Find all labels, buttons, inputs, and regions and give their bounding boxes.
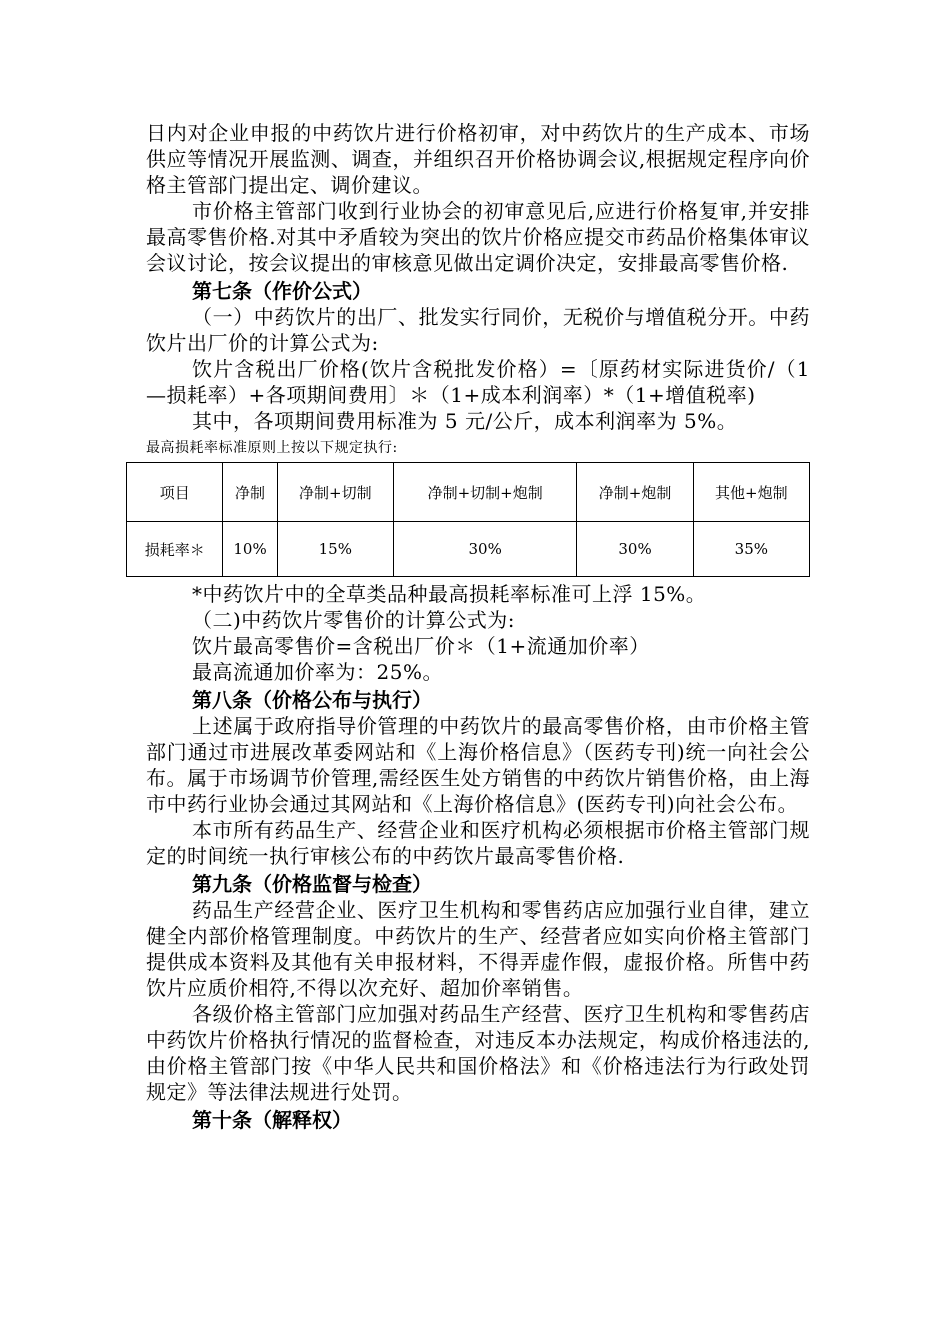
document-body	[146, 120, 810, 1133]
table-cell: 15%	[277, 522, 393, 577]
table-cell: 30%	[577, 522, 693, 577]
table-header-cell: 净制+切制	[277, 463, 393, 522]
table-header-row	[127, 463, 810, 522]
article-7-heading: 第七条（作价公式）	[192, 279, 372, 303]
table-header-cell: 净制+切制+炮制	[393, 463, 577, 522]
loss-rate-table	[126, 462, 810, 577]
paragraph-11: 上述属于政府指导价管理的中药饮片的最高零售价格，由市价格主管部门通过市进展改革委网站和《上海价格信息》（医药专刊)统一向社会公布。属于市场调节价管理,需经医生处方销售的中药饮片销售价格，由上海市中药行业协会通过其网站和《上海价格信息》(医药专刊)向社会公布。	[146, 714, 810, 816]
table-header-cell: 净制+炮制	[577, 463, 693, 522]
paragraph-8: （二)中药饮片零售价的计算公式为:	[192, 608, 516, 632]
paragraph-13: 药品生产经营企业、医疗卫生机构和零售药店应加强行业自律，建立健全内部价格管理制度。中药饮片的生产、经营者应如实向价格主管部门提供成本资料及其他有关申报材料，不得弄虚作假，虚报价格。所售中药饮片应质价相符,不得以次充好、超加价率销售。	[146, 898, 810, 1000]
formula-retail: 饮片最高零售价=含税出厂价＊（1+流通加价率）	[192, 634, 650, 658]
table-cell: 10%	[223, 522, 277, 577]
paragraph-2: 市价格主管部门收到行业协会的初审意见后,应进行价格复审,并安排最高零售价格.对其中矛盾较为突出的饮片价格应提交市药品价格集体审议会议讨论，按会议提出的审核意见做出定调价决定，安排最高零售价格.	[146, 199, 810, 275]
table-cell: 损耗率＊	[127, 522, 223, 577]
table-header-cell: 项目	[127, 463, 223, 522]
paragraph-10: 最高流通加价率为：25%。	[192, 660, 443, 684]
article-9-heading: 第九条（价格监督与检查）	[192, 872, 432, 896]
article-8-heading: 第八条（价格公布与执行）	[192, 688, 432, 712]
paragraph-12: 本市所有药品生产、经营企业和医疗机构必须根据市价格主管部门规定的时间统一执行审核公布的中药饮片最高零售价格.	[146, 818, 810, 868]
paragraph-3: （一）中药饮片的出厂、批发实行同价，无税价与增值税分开。中药饮片出厂价的计算公式为:	[146, 305, 810, 355]
table-header-cell: 净制	[223, 463, 277, 522]
article-10-heading: 第十条（解释权）	[192, 1108, 352, 1132]
paragraph-7: *中药饮片中的全草类品种最高损耗率标准可上浮 15%。	[192, 582, 707, 606]
loss-rate-note: 最高损耗率标准原则上按以下规定执行:	[146, 440, 398, 456]
table-header-cell: 其他+炮制	[693, 463, 809, 522]
table-cell: 30%	[393, 522, 577, 577]
paragraph-14: 各级价格主管部门应加强对药品生产经营、医疗卫生机构和零售药店中药饮片价格执行情况的监督检查，对违反本办法规定，构成价格违法的,由价格主管部门按《中华人民共和国价格法》和《价格违法行为行政处罚规定》等法律法规进行处罚。	[146, 1002, 810, 1104]
table-cell: 35%	[693, 522, 809, 577]
table-row	[127, 522, 810, 577]
paragraph-1: 日内对企业申报的中药饮片进行价格初审，对中药饮片的生产成本、市场供应等情况开展监测、调查，并组织召开价格协调会议,根据规定程序向价格主管部门提出定、调价建议。	[146, 121, 810, 197]
paragraph-5: 其中，各项期间费用标准为 5 元/公斤，成本利润率为 5%。	[192, 409, 738, 433]
formula-ex-factory: 饮片含税出厂价格(饮片含税批发价格）=〔原药材实际进货价/（1—损耗率）+各项期间费用〕＊（1+成本利润率）*（1+增值税率)	[146, 357, 810, 407]
